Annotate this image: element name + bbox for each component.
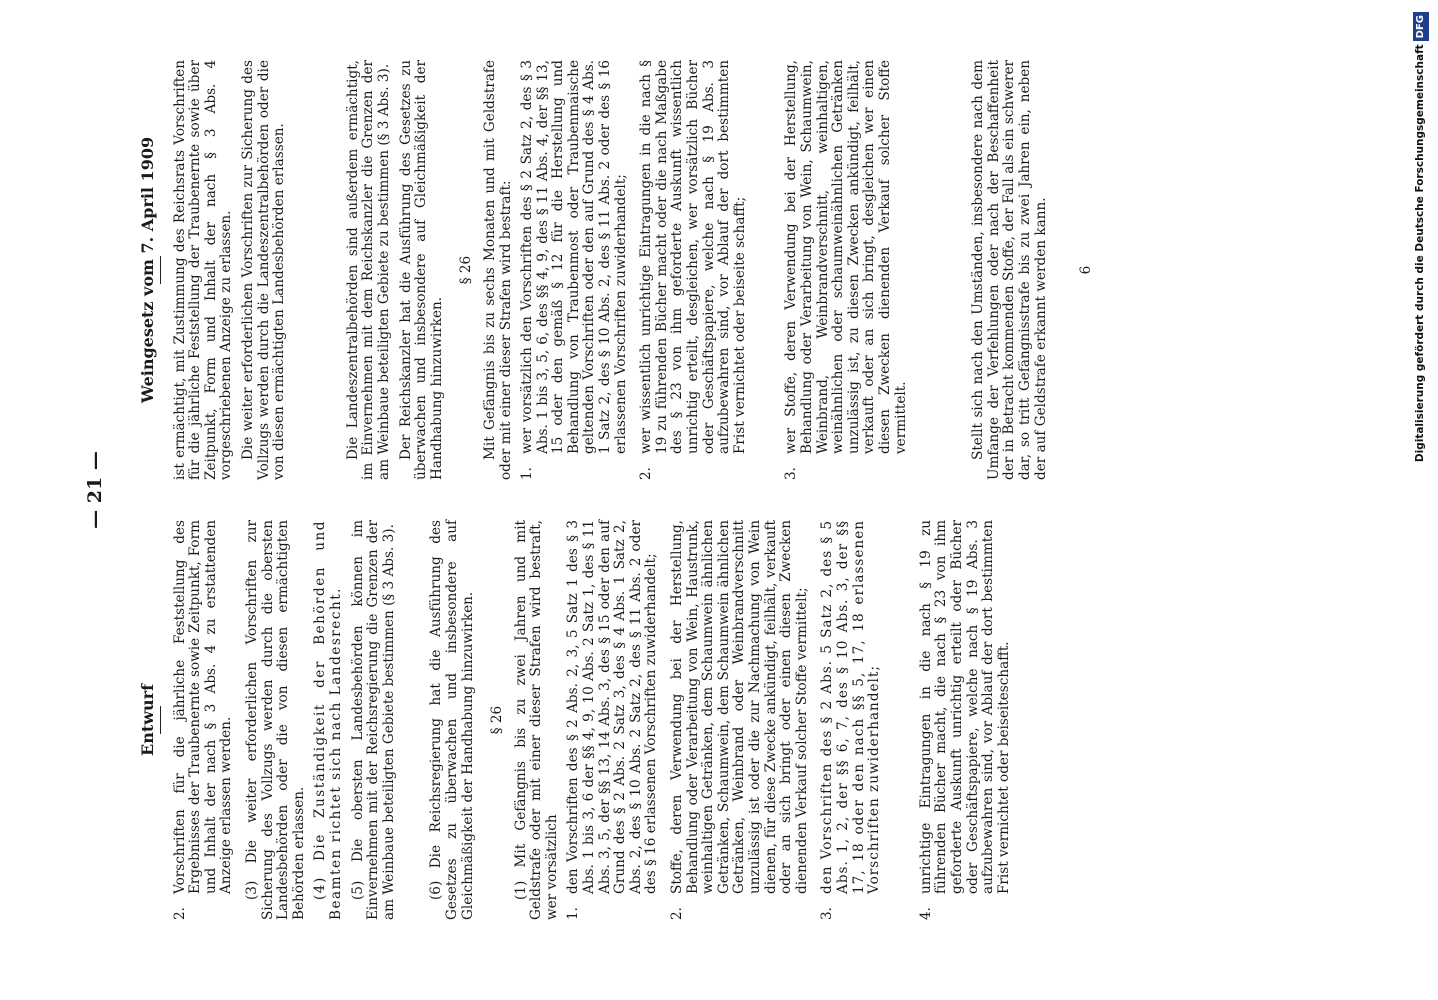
sidebar-credit (1412, 0, 1438, 1000)
item-text: wer vorsätzlich den Vorschriften des § 2 Satz 2, des § 3 Abs. 1 bis 3, 5, 6, des §§ 4, 9, des § 11 Abs. 4, der §§ 13, 15 oder den gemäß § 12 für die Herstellung und Behandlung von Traubenmost oder Traubenmaische geltenden Vorschriften oder den auf Grund des § 4 Abs. 1 Satz 2, des § 10 Abs. 2, des § 11 Abs. 2 oder des § 16 erlassenen Vorschriften zuwiderhandelt; (519, 60, 629, 454)
paragraph: ist ermächtigt, mit Zustimmung des Reichsrats Vorschriften für die jährliche Feststellung der Traubenernte sowie über Zeitpunkt, Form und Inhalt der nach § 3 Abs. 4 vorgeschriebenen Anzeige zu erlassen. (171, 60, 235, 480)
right-item-2 (639, 60, 748, 480)
title-rule-left (160, 706, 161, 734)
item-text: Vorschriften für die jährliche Feststellung des Ergebnisses der Traubenernte sowie Zeitpunkt, Form und Inhalt der nach § 3 Abs. 4 zu erstattenden Anzeige erlassen werden. (171, 520, 235, 894)
paragraph: Der Reichskanzler hat die Ausführung des Gesetzes zu überwachen und insbesondere auf Gleichmäßigkeit der Handhabung hinzuwirken. (397, 60, 445, 480)
left-item-2 (173, 520, 235, 920)
paragraph: (3) Die weiter erforderlichen Vorschriften zur Sicherung des Vollzugs werden durch die obersten Landesbehörden oder die von diesen ermächtigten Behörden erlassen. (243, 520, 307, 920)
item-number: 4. (917, 907, 934, 920)
column-entwurf (140, 520, 1280, 920)
paragraph: (4) Die Zuständigkeit der Behörden und Beamten richtet sich nach Landesrecht. (312, 520, 344, 920)
right-item-1 (520, 60, 629, 480)
left-item-1 (566, 520, 660, 920)
spacer (893, 520, 919, 920)
column-weingesetz-1909 (140, 60, 1280, 480)
paragraph: Die Landeszentralbehörden sind außerdem ermächtigt, im Einvernehmen mit dem Reichskanzler die Grenzen der am Weinbaue beteiligten Gebiete zu bestimmen (§ 3 Abs. 3). (344, 60, 392, 480)
spacer (919, 60, 971, 480)
item-text: wer wissentlich unrichtige Eintragungen in die nach § 19 zu führenden Bücher macht oder die nach Maßgabe des § 23 von ihm geforderte Auskunft wissentlich unrichtig erteilt, desgleichen, wer vorsätzlich Bücher oder Geschäftspapiere, welche nach § 19 Abs. 3 aufzubewahren sind, vor Ablauf der dort bestimmten Frist vernichtet oder beiseite schafft; (638, 60, 748, 454)
left-item-3 (820, 520, 882, 920)
spacer (403, 520, 429, 920)
item-number: 1. (565, 907, 582, 920)
right-item-3 (784, 60, 909, 480)
paragraph: (1) Mit Gefängnis bis zu zwei Jahren und mit Geldstrafe oder mit einer dieser Strafen wird bestraft, wer vorsätzlich (512, 520, 560, 920)
item-number: 2. (638, 467, 655, 480)
item-number: 3. (783, 467, 800, 480)
left-item-2b (670, 520, 810, 920)
item-text: unrichtige Eintragungen in die nach § 19 zu führenden Bücher macht, die nach § 23 von ihm geforderte Auskunft unrichtig erteilt oder Bücher oder Geschäftspapiere, welche nach § 19 Abs. 3 aufzubewahren sind, vor Ablauf der dort bestimmten Frist vernichtet oder beiseiteschafft. (917, 520, 1012, 894)
spacer (758, 60, 784, 480)
section-heading: § 26 (489, 705, 506, 735)
document-page (40, 60, 1300, 920)
item-text: den Vorschriften des § 2 Abs. 5 Satz 2, des § 5 Abs. 1, 2, der §§ 6, 7, des § 10 Abs. 3, der §§ 17, 18 oder den nach §§ 5, 17, 18 erlassenen Vorschriften zuwiderhandelt; (819, 520, 883, 894)
item-text: den Vorschriften des § 2 Abs. 2, 3, 5 Satz 1 des § 3 Abs. 1 bis 3, 6 der §§ 4, 9, 10 Abs. 2 Satz 1, des § 11 Abs. 3, 5, der §§ 13, 14 Abs. 3, des § 15 oder den auf Grund des § 2 Abs. 2 Satz 3, des § 4 Abs. 1 Satz 2, Abs. 2, des § 10 Abs. 2 Satz 2, des § 11 Abs. 2 oder des § 16 erlassenen Vorschriften zuwiderhandelt; (565, 520, 660, 894)
paragraph: (5) Die obersten Landesbehörden können im Einvernehmen mit der Reichsregierung die Grenzen der am Weinbaue beteiligten Gebiete bestimmen (§ 3 Abs. 3). (349, 520, 397, 920)
sidebar-credit-text: Digitalisierung gefördert durch die Deutsche Forschungsgemeinschaft (1414, 44, 1426, 463)
dfg-logo: DFG (1413, 12, 1429, 41)
spacer (294, 60, 346, 480)
signature-mark: 6 (1078, 265, 1095, 275)
title-rule-right (160, 256, 161, 284)
page-number: — 21 — (84, 451, 106, 529)
column-title-right: Weingesetz vom 7. April 1909 (138, 136, 157, 404)
column-title-left: Entwurf (138, 684, 157, 756)
item-number: 3. (819, 907, 836, 920)
item-number: 2. (669, 907, 686, 920)
paragraph: Mit Gefängnis bis zu sechs Monaten und mit Geldstrafe oder mit einer dieser Strafen wird bestraft: (481, 60, 514, 480)
item-number: 2. (171, 907, 188, 920)
section-heading: § 26 (458, 255, 475, 285)
paragraph: Stellt sich nach den Umständen, insbesondere nach dem Umfange der Verfehlungen oder nach der Beschaffenheit der in Betracht kommenden Stoffe, der Fall als ein schwerer dar, so tritt Gefängnisstrafe bis zu zwei Jahren ein, neben der auf Geldstrafe erkannt werden kann. (970, 60, 1049, 480)
item-number: 1. (519, 467, 536, 480)
digitization-sidebar (1408, 0, 1434, 1000)
paragraph: Die weiter erforderlichen Vorschriften zur Sicherung des Vollzugs werden durch die Landeszentralbehörden oder die von diesen ermächtigten Landesbehörden erlassen. (239, 60, 288, 480)
item-text: Stoffe, deren Verwendung bei der Herstellung, Behandlung oder Verarbeitung von Wein, Haustrunk, weinhaltigen Getränken, dem Schaumwein ähnlichen Getränken, Schaumwein, dem Schaumwein ähnlichen Getränken, Weinbrand oder Weinbrandverschnitt unzulässig ist oder die zur Nachmachung von Wein dienen, für diese Zwecke ankündigt, feilhält, verkauft oder an sich bringt oder einen diesen Zwecken dienenden Verkauf solcher Stoffe vermittelt; (669, 520, 810, 894)
paragraph: (6) Die Reichsregierung hat die Ausführung des Gesetzes zu überwachen und insbesondere auf Gleichmäßigkeit der Handhabung hinzuwirken. (428, 520, 476, 920)
item-text: wer Stoffe, deren Verwendung bei der Herstellung, Behandlung oder Verarbeitung von Wein, Schaumwein, Weinbrand, Weinbrandverschnitt, weinhaltigen, weinähnlichen oder schaumweinähnlichen Getränken unzulässig ist, zu diesen Zwecken ankündigt, feilhält, verkauft oder an sich bringt, desgleichen wer einen diesen Zwecken dienenden Verkauf solcher Stoffe vermittelt. (783, 60, 909, 454)
left-item-4 (919, 520, 1013, 920)
